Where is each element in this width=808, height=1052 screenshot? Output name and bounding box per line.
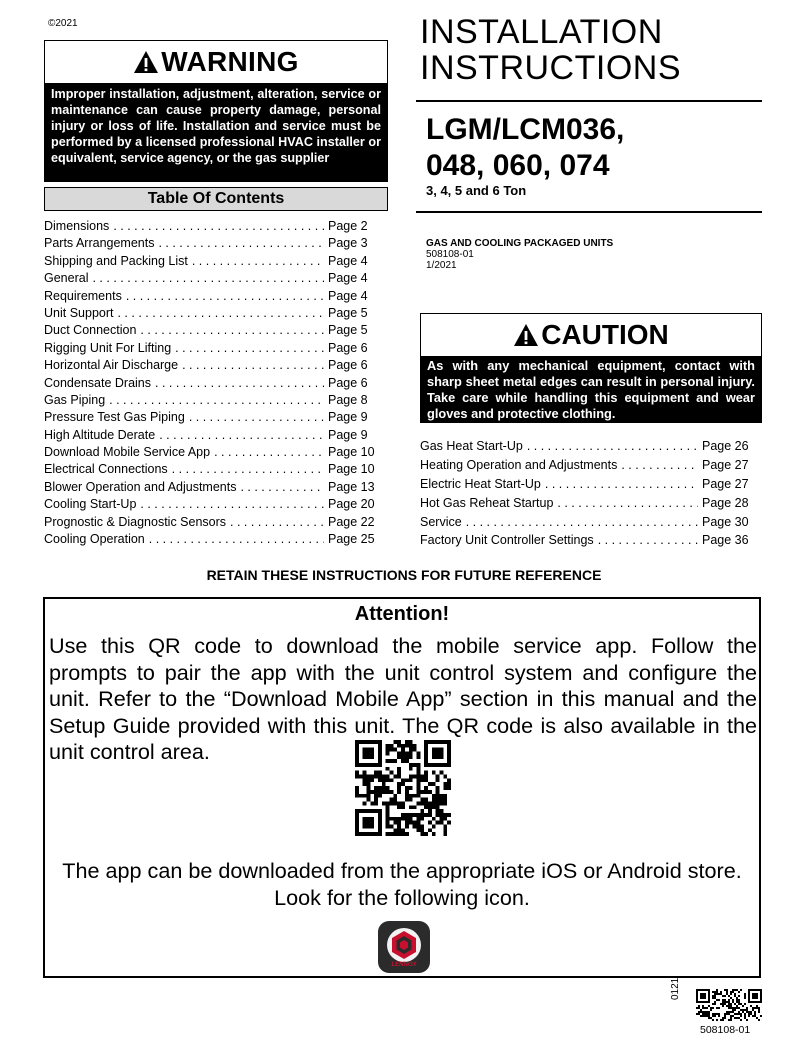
toc-entry[interactable] — [44, 358, 376, 375]
toc-leader-dots — [214, 445, 324, 459]
toc-leader-dots — [527, 439, 698, 453]
toc-entry-label: Rigging Unit For Lifting — [44, 340, 172, 355]
toc-entry-label: Cooling Start-Up — [44, 497, 137, 512]
model-number — [426, 112, 624, 184]
toc-right-column — [420, 439, 750, 552]
toc-entry-page: Page 36 — [702, 533, 749, 548]
toc-entry[interactable] — [44, 236, 376, 253]
attention-box — [43, 597, 761, 978]
toc-leader-dots — [113, 219, 324, 233]
toc-entry-label: Factory Unit Controller Settings — [420, 533, 594, 548]
caution-heading — [421, 314, 761, 356]
toc-entry[interactable] — [44, 532, 376, 549]
app-brand: LENNOX — [391, 962, 417, 968]
toc-entry-page: Page 22 — [328, 514, 375, 529]
attention-body: Use this QR code to download the mobile service app. Follow the prompts to pair the app with the unit control system and configure the unit. Refer to the “Download Mobile App” section in this manual and the Setup Guide provided with this unit. The QR code is also available in the unit control area. — [49, 633, 757, 764]
warning-triangle-icon — [133, 50, 159, 74]
toc-entry-page: Page 27 — [702, 457, 749, 472]
doc-date: 1/2021 — [426, 260, 457, 271]
toc-entry[interactable] — [44, 515, 376, 532]
toc-leader-dots — [158, 236, 324, 250]
toc-leader-dots — [92, 271, 324, 285]
warning-box — [44, 40, 388, 182]
toc-entry-label: Heating Operation and Adjustments — [420, 457, 618, 472]
toc-entry-label: Dimensions — [44, 219, 110, 233]
toc-entry[interactable] — [420, 439, 750, 458]
retain-notice: RETAIN THESE INSTRUCTIONS FOR FUTURE REFERENCE — [206, 567, 602, 583]
toc-leader-dots — [175, 341, 324, 355]
toc-entry-label: Shipping and Packing List — [44, 253, 188, 268]
warning-heading-text: WARNING — [161, 46, 299, 77]
toc-leader-dots — [189, 410, 324, 424]
attention-title: Attention! — [354, 603, 450, 625]
toc-entry[interactable] — [44, 445, 376, 462]
toc-entry-label: Horizontal Air Discharge — [44, 358, 179, 373]
toc-entry-label: Gas Heat Start-Up — [420, 439, 523, 453]
warning-body: Improper installation, adjustment, alteration, service or maintenance can cause property damage, personal injury or loss of life. Installation and service must be performed by a licensed professional HVAC installer or equivalent, service agency, or the gas supplier — [45, 83, 387, 181]
toc-entry-page: Page 6 — [328, 375, 368, 390]
doc-number: 508108-01 — [426, 249, 474, 260]
toc-leader-dots — [192, 254, 324, 268]
toc-entry[interactable] — [44, 323, 376, 340]
toc-leader-dots — [621, 458, 698, 472]
toc-leader-dots — [126, 289, 324, 303]
warning-heading — [45, 41, 387, 83]
footer-doc-number: 508108-01 — [700, 1024, 751, 1036]
toc-title: Table Of Contents — [44, 187, 388, 211]
toc-entry-label: Electrical Connections — [44, 462, 168, 477]
toc-entry-page: Page 5 — [328, 323, 368, 338]
toc-entry[interactable] — [44, 393, 376, 410]
toc-leader-dots — [466, 515, 698, 529]
model-line-2: 048, 060, 074 — [426, 149, 610, 182]
toc-entry[interactable] — [420, 496, 750, 515]
title-line-1: INSTALLATION — [420, 13, 663, 51]
toc-entry-page: Page 30 — [702, 514, 749, 529]
toc-entry[interactable] — [44, 306, 376, 323]
toc-leader-dots — [172, 462, 324, 476]
caution-box — [420, 313, 762, 423]
toc-entry-label: General — [44, 271, 89, 286]
footer-code: 0121 — [670, 977, 681, 1000]
toc-leader-dots — [240, 480, 324, 494]
toc-entry[interactable] — [420, 477, 750, 496]
toc-entry-label: Requirements — [44, 288, 122, 303]
toc-leader-dots — [545, 477, 698, 491]
toc-entry[interactable] — [44, 271, 376, 288]
toc-leader-dots — [159, 428, 324, 442]
toc-entry-page: Page 9 — [328, 410, 368, 425]
document-title — [420, 14, 681, 86]
toc-leader-dots — [140, 497, 324, 511]
toc-entry[interactable] — [44, 289, 376, 306]
footer-barcode-icon — [696, 989, 762, 1021]
toc-entry-label: Gas Piping — [44, 392, 106, 407]
app-line-2: Look for the following icon. — [274, 885, 530, 910]
toc-entry-page: Page 28 — [702, 495, 749, 510]
toc-entry-page: Page 13 — [328, 479, 375, 494]
toc-entry-page: Page 25 — [328, 532, 375, 547]
toc-entry-label: Cooling Operation — [44, 532, 145, 547]
app-line-1: The app can be downloaded from the appropriate iOS or Android store. — [62, 858, 742, 883]
toc-entry[interactable] — [44, 462, 376, 479]
toc-entry-label: Hot Gas Reheat Startup — [420, 495, 554, 510]
toc-entry-label: Prognostic & Diagnostic Sensors — [44, 514, 227, 529]
model-line-1: LGM/LCM036, — [426, 113, 625, 146]
toc-entry[interactable] — [44, 497, 376, 514]
toc-entry-label: Condensate Drains — [44, 375, 152, 390]
toc-leader-dots — [182, 358, 324, 372]
toc-entry[interactable] — [44, 219, 376, 236]
toc-entry-label: Download Mobile Service App — [44, 445, 211, 460]
toc-entry-label: Pressure Test Gas Piping — [44, 410, 185, 425]
toc-leader-dots — [140, 323, 324, 337]
toc-leader-dots — [109, 393, 324, 407]
toc-entry-page: Page 4 — [328, 253, 368, 268]
hexagon-logo-icon — [386, 927, 422, 963]
qr-code-icon[interactable] — [355, 740, 451, 836]
toc-entry[interactable] — [44, 254, 376, 271]
toc-entry-page: Page 9 — [328, 427, 368, 442]
app-download-text — [45, 857, 759, 911]
toc-entry[interactable] — [44, 376, 376, 393]
toc-entry-page: Page 2 — [328, 219, 368, 233]
tonnage: 3, 4, 5 and 6 Ton — [426, 183, 527, 198]
product-subtitle: GAS AND COOLING PACKAGED UNITS — [426, 238, 614, 249]
toc-leader-dots — [598, 533, 698, 547]
toc-entry-label: Blower Operation and Adjustments — [44, 479, 237, 494]
toc-entry[interactable] — [44, 428, 376, 445]
toc-entry-page: Page 6 — [328, 358, 368, 373]
toc-entry-label: High Altitude Derate — [44, 427, 156, 442]
header-rule-top — [416, 100, 762, 102]
toc-entry-page: Page 8 — [328, 392, 368, 407]
toc-entry[interactable] — [420, 458, 750, 477]
toc-entry-page: Page 10 — [328, 445, 375, 460]
toc-entry-page: Page 10 — [328, 462, 375, 477]
lennox-app-icon[interactable] — [378, 921, 430, 973]
toc-entry-page: Page 3 — [328, 236, 368, 251]
toc-left-column — [44, 219, 376, 549]
toc-leader-dots — [149, 532, 324, 546]
copyright: ©2021 — [48, 18, 78, 29]
toc-leader-dots — [117, 306, 324, 320]
toc-entry-page: Page 4 — [328, 288, 368, 303]
caution-body: As with any mechanical equipment, contact with sharp sheet metal edges can result in personal injury. Take care while handling this equipment and wear gloves and protective clothing. — [421, 356, 761, 422]
title-line-2: INSTRUCTIONS — [420, 49, 681, 87]
toc-entry[interactable] — [44, 410, 376, 427]
toc-entry[interactable] — [44, 480, 376, 497]
toc-entry-page: Page 5 — [328, 305, 368, 320]
toc-entry-label: Parts Arrangements — [44, 236, 155, 251]
toc-entry-page: Page 4 — [328, 271, 368, 286]
toc-entry-label: Unit Support — [44, 305, 114, 320]
toc-entry-page: Page 6 — [328, 340, 368, 355]
toc-entry[interactable] — [420, 515, 750, 534]
toc-entry-page: Page 20 — [328, 497, 375, 512]
caution-heading-text: CAUTION — [541, 319, 669, 350]
toc-leader-dots — [155, 376, 324, 390]
header-rule-bottom — [416, 211, 762, 213]
toc-entry[interactable] — [44, 341, 376, 358]
toc-leader-dots — [230, 515, 324, 529]
toc-entry[interactable] — [420, 533, 750, 552]
caution-triangle-icon — [513, 323, 539, 347]
toc-entry-page: Page 27 — [702, 476, 749, 491]
toc-entry-label: Electric Heat Start-Up — [420, 476, 541, 491]
toc-entry-label: Service — [420, 514, 462, 529]
toc-entry-page: Page 26 — [702, 439, 749, 453]
toc-entry-label: Duct Connection — [44, 323, 137, 338]
toc-leader-dots — [557, 496, 698, 510]
